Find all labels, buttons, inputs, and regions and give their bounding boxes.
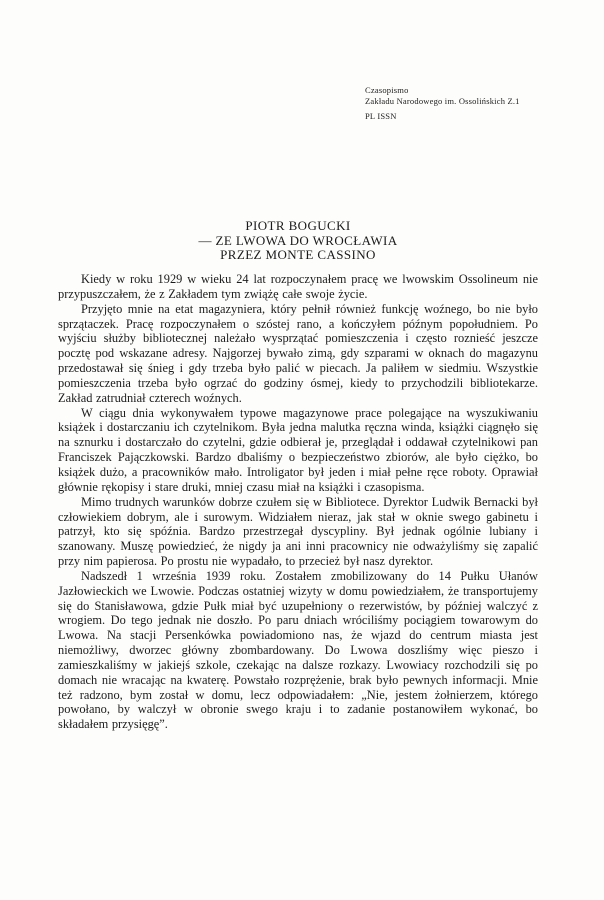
article-title-line-1: — ZE LWOWA DO WROCŁAWIA — [198, 232, 398, 248]
paragraph-2: Przyjęto mnie na etat magazyniera, który pełnił również funkcję woźnego, bo nie było sprzątaczek. Pracę rozpoczynałem o szóstej rano, a kończyłem późnym popołudniem. Po wyjściu służby bibliotecznej należało wysprzątać pomieszczenia i często roznieść jeszcze pocztę pod wskazane adresy. Najgorzej bywało zimą, gdy szparami w oknach do magazynu przedostawał się śnieg i gdy trzeba było palić w piecach. Ja paliłem w siedmiu. Wszystkie pomieszczenia trzeba było ogrzać do godziny ósmej, kiedy to przychodzili bibliotekarze. Zakład zatrudniał czterech woźnych. — [58, 301, 538, 405]
imprint-journal-name: Czasopismo — [365, 85, 409, 95]
imprint-issn: PL ISSN — [365, 111, 397, 121]
paragraph-4: Mimo trudnych warunków dobrze czułem się w Bibliotece. Dyrektor Ludwik Bernacki był człowiekiem dobrym, ale i surowym. Widziałem nieraz, jak stał w oknie swego gabinetu i patrzył, kto się spóźnia. Bardzo przestrzegał dyscypliny. Był jednak ogólnie lubiany i szanowany. Muszę powiedzieć, że nigdy ja ani inni pracownicy nie odważyliśmy się zapalić przy nim papierosa. Po prostu nie wypadało, to przecież był nasz dyrektor. — [58, 494, 538, 569]
article-title-line-2: PRZEZ MONTE CASSINO — [220, 247, 376, 262]
paragraph-1: Kiedy w roku 1929 w wieku 24 lat rozpoczynałem pracę we lwowskim Ossolineum nie przypuszczałem, że z Zakładem tym zwiążę całe swoje życie. — [58, 272, 538, 301]
paragraph-5: Nadszedł 1 września 1939 roku. Zostałem zmobilizowany do 14 Pułku Ułanów Jazłowieckich we Lwowie. Podczas ostatniej wizyty w domu powiedziałem, że transportujemy się do Stanisławowa, gdzie Pułk miał być uzupełniony o rezerwistów, by później walczyć z wrogiem. Do tego jednak nie doszło. Po paru dniach wróciliśmy pociągiem towarowym do Lwowa. Na stacji Persenkówka powiadomiono nas, że wjazd do centrum miasta jest niemożliwy, dworzec główny zbombardowany. Do Lwowa doszliśmy więc pieszo i zamieszkaliśmy w jakiejś szkole, czekając na dalsze rozkazy. Lwowiacy rozchodzili się po domach nie wracając na kwaterę. Powstało rozprężenie, brak było pewnych informacji. Mnie też radzono, bym został w domu, lecz odpowiadałem: „Nie, jestem żołnierzem, którego powołano, by walczył w obronie swego kraju i to zadanie postanowiłem wykonać, bo składałem przysięgę”. — [58, 568, 538, 732]
article-body — [58, 272, 538, 732]
journal-imprint — [365, 85, 520, 122]
imprint-publisher: Zakładu Narodowego im. Ossolińskich Z.1 — [365, 96, 520, 106]
article-author: PIOTR BOGUCKI — [245, 218, 351, 233]
paragraph-3: W ciągu dnia wykonywałem typowe magazynowe prace polegające na wyszukiwaniu książek i dostarczaniu ich czytelnikom. Była jedna malutka ręczna winda, książki ciągnęło się na sznurku i dostarczało do czytelni, gdzie odbierał je, przeglądał i oddawał czytelnikowi pan Franciszek Pajączkowski. Bardzo dbaliśmy o bezpieczeństwo zbiorów, ale było ciężko, bo książek dużo, a pracowników mało. Introligator był jeden i miał pełne ręce roboty. Oprawiał głównie rękopisy i stare druki, mniej czasu miał na książki i czasopisma. — [58, 405, 538, 494]
article-heading — [58, 219, 538, 263]
